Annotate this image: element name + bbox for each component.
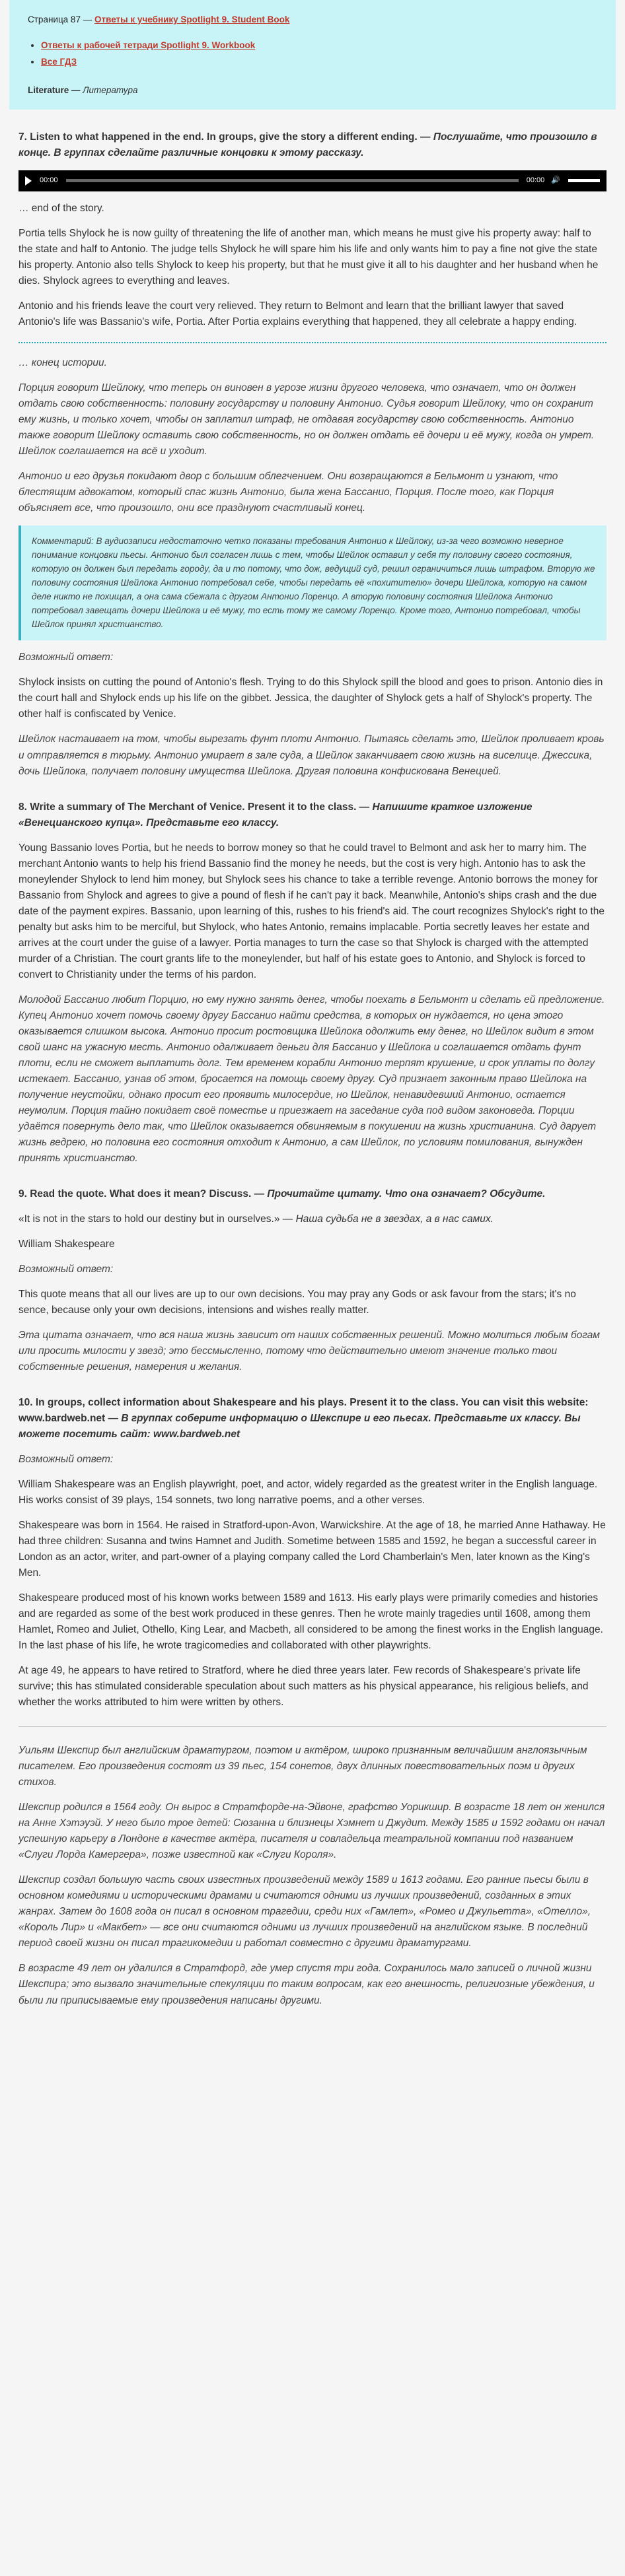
comment-box: Комментарий: В аудиозаписи недостаточно четко показаны требования Антонио к Шейлоку, из-за чего возможно неверное понимание концовки пьесы. Антонио был согласен лишь с тем, чтобы Шейлок оставил у себя ту половину своего состояния, которую он должен был передать городу, да и то потому, что дож, ведущий суд, решил ограничиться лишь штрафом. Вторую же половину состояния Шейлока Антонио потребовал себе, чтобы передать её «похитителю» дочери Шейлока, которую на самом деле никто не похищал, а она сама сбежала с другом Антонио Лоренцо. А вторую половину состояния Шейлока Антонио потребовал завещать дочери Шейлока и её мужу, то есть тому же самому Лоренцо. Кроме того, Антонио потребовал, чтобы Шейлок принял христианство. <box>18 525 607 640</box>
q7-title <box>18 129 607 161</box>
student-book-link[interactable]: Ответы к учебнику Spotlight 9. Student Book <box>94 15 290 24</box>
q10-r2: Шекспир родился в 1564 году. Он вырос в Стратфорде-на-Эйвоне, графство Уорикшир. В возрасте 18 лет он женился на Анне Хэтэуэй. У него было трое детей: Сюзанна и близнецы Хэмнет и Джудит. Между 1585 и 1592 годами он начал успешную карьеру в Лондоне в качестве актёра, писателя и совладельца театральной компании под названием «Слуги Лорда Камергера», позже известной как «Слуги Короля». <box>18 1802 605 1861</box>
q7-p3: Antonio and his friends leave the court very relieved. They return to Belmont and learn that the brilliant lawyer that saved Antonio's life was Bassanio's wife, Portia. After Portia explains everything that happened, they all celebrate a happy ending. <box>18 300 577 327</box>
volume-slider[interactable] <box>568 179 600 182</box>
player-time-right: 00:00 <box>526 176 545 185</box>
q8-title-en: 8. Write a summary of The Merchant of Venice. Present it to the class. — <box>18 801 370 813</box>
lit-ru: Литература <box>83 85 138 95</box>
q10-e2: Shakespeare was born in 1564. He raised in Stratford-upon-Avon, Warwickshire. At the age of 18, he married Anne Hathaway. He had three children: Susanna and twins Hamnet and Judith. Sometime between 1585 and 1592, he began a successful career in London as an actor, writer, and part-owner of a playing company called the Lord Chamberlain's Men, later known as the King's Men. <box>18 1520 606 1579</box>
header-box <box>9 0 616 110</box>
section-title: Literature — Литература <box>28 85 138 95</box>
audio-player[interactable] <box>18 170 607 191</box>
possible-answer-label: Возможный ответ: <box>18 652 114 663</box>
play-icon[interactable] <box>25 176 32 186</box>
q9-title-ru: Прочитайте цитату. Что она означает? Обсудите. <box>267 1188 546 1200</box>
q8-r1: Молодой Бассанио любит Порцию, но ему нужно занять денег, чтобы поехать в Бельмонт и сделать ей предложение. Купец Антонио хочет помочь своему другу Бассанио найти средства, в которых он нуждается, но цена этого оказывается слишком высока. Антонио просит ростовщика Шейлока одолжить ему денег, но Шейлок видит в этом свой шанс на ужасную месть. Антонио одалживает деньги для Бассанио у Шейлока и соглашается отдать фунт плоти, если не сможет выплатить долг. Тем временем корабли Антонио терпят крушение, и срок уплаты по долгу истекает. Бассанио, узнав об этом, бросается на помощь своему другу. Суд признает законным право Шейлока на получение неустойки, однако просит его проявить милосердие, но Шейлок, ненавидевший Антонио, остается неумолим. Порция тайно покидает своё поместье и приезжает на заседание суда под видом законоведа. Порции удаётся повернуть дело так, что Шейлок оказывается обвиняемым в покушении на жизнь христианина. Суд дарует жизнь ведрею, но половина его состояния отходит к Антонио, а сам Шейлок, по условиям помилования, вынужден принять христианство. <box>18 994 605 1164</box>
all-gdz-link[interactable]: Все ГДЗ <box>41 56 77 67</box>
possible-answer-label: Возможный ответ: <box>18 1454 114 1466</box>
progress-bar[interactable] <box>66 179 519 182</box>
page-line <box>28 13 597 27</box>
q10-e3: Shakespeare produced most of his known works between 1589 and 1613. His early plays were primarily comedies and histories and are regarded as some of the best work produced in these genres. Then he wrote mainly tragedies until 1608, among them Hamlet, Romeo and Juliet, Othello, King Lear, and Macbeth, all considered to be among the finest works in the English language. In the last phase of his life, he wrote tragicomedies and collaborated with other playwrights. <box>18 1592 603 1652</box>
quote-en: «It is not in the stars to hold our destiny but in ourselves.» — <box>18 1213 293 1225</box>
list-item <box>41 39 597 53</box>
q8-title-ru: Напишите краткое изложение «Венецианского купца». Представьте его классу. <box>18 801 533 829</box>
q9-a1: This quote means that all our lives are up to our own decisions. You may pray any Gods or ask favour from the stars; it's no sence, because only your own decisions, intensions and wishes really matter. <box>18 1288 576 1316</box>
q7-a1: Shylock insists on cutting the pound of Antonio's flesh. Trying to do this Shylock spill the blood and goes to prison. Antonio dies in the court hall and Shylock ends up his life on the gibbet. Jessica, the daughter of Shylock gets a half of Shylock's property. The other half is confiscated by Venice. <box>18 677 603 720</box>
q10-e4: At age 49, he appears to have retired to Stratford, where he died three years later. Few records of Shakespeare's private life survive; this has stimulated considerable speculation about such matters as his physical appearance, his religious beliefs, and whether the works attributed to him were written by others. <box>18 1665 589 1709</box>
q9-title <box>18 1186 607 1202</box>
workbook-link[interactable]: Ответы к рабочей тетради Spotlight 9. Workbook <box>41 40 256 50</box>
q7-title-en: 7. Listen to what happened in the end. In groups, give the story a different ending. — <box>18 131 431 143</box>
lit-en: Literature <box>28 85 69 95</box>
divider <box>18 342 607 343</box>
q9-title-en: 9. Read the quote. What does it mean? Discuss. — <box>18 1188 265 1200</box>
q7-r2: Порция говорит Шейлоку, что теперь он виновен в угрозе жизни другого человека, что означает, что он должен отдать свою собственность: половину государству и половину Антонио. Судья говорит Шейлоку, что он сохранит ему жизнь, и только хочет, чтобы он заплатил штраф, не отдавая государству свою собственность. Антонио также говорит Шейлоку оставить свою собственность, но он должен отдать её дочери и её мужу, когда он умрет. Шейлок соглашается на всё и уходит. <box>18 382 595 457</box>
q7-r1: … конец истории. <box>18 356 107 368</box>
q9-quote <box>18 1211 607 1227</box>
list-item <box>41 55 597 69</box>
q7-r3: Антонио и его друзья покидают двор с большим облегчением. Они возвращаются в Бельмонт и узнают, что блестящим адвокатом, который спас жизнь Антонио, была жена Бассанио, Порция. После того, как Порция объясняет все, что произошло, они все празднуют счастливый конец. <box>18 470 558 514</box>
separator <box>18 1726 607 1727</box>
q8-p1: Young Bassanio loves Portia, but he needs to borrow money so that he could travel to Belmont and ask her to marry him. The merchant Antonio wants to help his friend Bassanio find the money he needs, but the cost is very high. Antonio has to ask the moneylender Shylock to lend him money, but Shylock sees his chance to take a terrible revenge. Antonio borrows the money for Bassanio from Shylock and agrees to give a pound of flesh if he can't pay it back. Meanwhile, Antonio's ships crash and the due date of the payment expires. Bassanio, upon learning of this, rushes to his friend's aid. The court recognizes Shylock's right to the penalty but asks him to be merciful, but Shylock, who hates Antonio, remains implacable. Portia secretly leaves her estate and arrives at the court under the guise of a lawyer. Portia manages to turn the case so that Shylock is charged with the attempted murder of a Christian. The court grants life to the moneylender, but half of his estate goes to Antonio, and Shylock is forced to convert to Christianity under the terms of his pardon. <box>18 842 605 980</box>
q8-title <box>18 799 607 831</box>
q7-a1-ru: Шейлок настаивает на том, чтобы вырезать фунт плоти Антонио. Пытаясь сделать это, Шейлок проливает кровь и отправляется в тюрьму. Антонио умирает в зале суда, а Шейлок заканчивает свою жизнь на виселице. Джессика, дочь Шейлока, получает половину имущества Шейлока. Другая половина конфискована Венецией. <box>18 733 605 777</box>
quote-author: William Shakespeare <box>18 1238 115 1250</box>
q10-r4: В возрасте 49 лет он удалился в Стратфорд, где умер спустя три года. Сохранилось мало записей о личной жизни Шекспира; это вызвало значительные спекуляции по таким вопросам, как его внешность, религиозные убеждения, и были ли приписываемые ему произведения написаны другими. <box>18 1963 595 2006</box>
q7-title-ru: Послушайте, что произошло в конце. В группах сделайте различные концовки к этому рассказу. <box>18 131 597 158</box>
q7-p2: Portia tells Shylock he is now guilty of threatening the life of another man, which means he must give his property away: half to the state and half to Antonio. The judge tells Shylock he will spare him his life and only wants him to pay a fine not give the state his property. Antonio also tells Shylock to keep his property, but that he must give it all to his daughter and her husband when he dies. Shylock agrees to everything and leaves. <box>18 227 599 287</box>
links-list <box>28 39 597 69</box>
q10-r3: Шекспир создал большую часть своих известных произведений между 1589 и 1613 годами. Его ранние пьесы были в основном комедиями и историческими драмами и считаются одними из лучших произведений, созданных в этих жанрах. Затем до 1608 года он писал в основном трагедии, среди них «Гамлет», «Ромео и Джульетта», «Отелло», «Король Лир» и «Макбет» — все они считаются одними из лучших произведений на английском языке. В последний период своей жизни он писал трагикомедии и работал совместно с другими драматургами. <box>18 1874 591 1949</box>
player-time-left: 00:00 <box>40 176 58 185</box>
q10-title-ru: В группах соберите информацию о Шекспире и его пьесах. Представьте их классу. Вы можете посетить сайт: www.bardweb.net <box>18 1413 581 1441</box>
volume-icon[interactable]: 🔊 <box>551 176 560 185</box>
page-prefix: Страница 87 — <box>28 15 94 24</box>
quote-ru: Наша судьба не в звездах, а в нас самих. <box>295 1213 494 1225</box>
q10-title-en: 10. In groups, collect information about Shakespeare and his plays. Present it to the class. You can visit this website: www.bardweb.net — <box>18 1397 589 1425</box>
q9-a1-ru: Эта цитата означает, что вся наша жизнь зависит от наших собственных решений. Можно молиться любым богам или просить милости у звезд; это бессмысленно, потому что действительно имеют значение только твои собственные решения, намерения и желания. <box>18 1329 601 1373</box>
possible-answer-label: Возможный ответ: <box>18 1263 114 1275</box>
q10-title <box>18 1395 607 1442</box>
q10-e1: William Shakespeare was an English playwright, poet, and actor, widely regarded as the greatest writer in the English language. His works consist of 39 plays, 154 sonnets, two long narrative poems, and a other verses. <box>18 1479 598 1507</box>
q7-p1: … end of the story. <box>18 202 104 214</box>
q10-r1: Уильям Шекспир был английским драматургом, поэтом и актёром, широко признанным величайшим англоязычным писателем. Его произведения состоят из 39 пьес, 154 сонетов, двух длинных повествовательных поэм и других стихов. <box>18 1745 587 1788</box>
